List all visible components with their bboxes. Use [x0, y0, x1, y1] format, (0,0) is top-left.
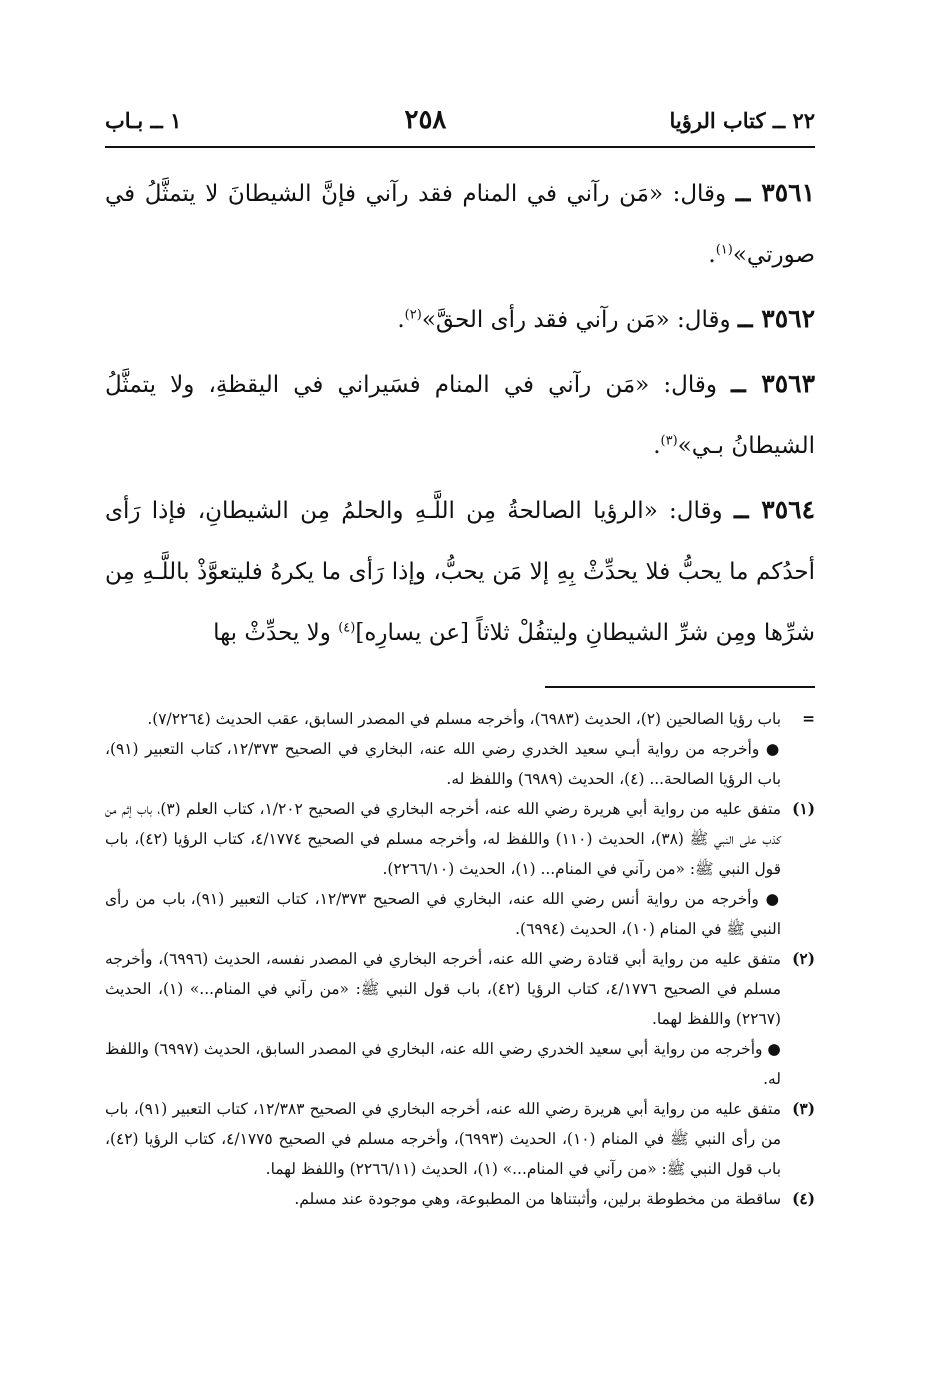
hadith-text: وقال: «مَن رآني فقد رأى الحقَّ»: [421, 307, 738, 333]
footnote-ref: (٣): [660, 433, 678, 449]
footnote-separator: [545, 686, 815, 688]
footnote-1: [105, 794, 815, 884]
footnote-text: متفق عليه من رواية أبي قتادة رضي الله عنه، أخرجه البخاري في المصدر نفسه، الحديث (٦٩٩٦)، وأخرجه مسلم في الصحيح ٤/١٧٧٦، كتاب الرؤيا (٤٢)، باب قول النبي ﷺ: «من رآني في المنام...» (١)، الحديث (٢٢٦٧) واللفظ لهما.: [105, 950, 782, 1028]
footnote-3: [105, 1094, 815, 1184]
hadith-end: .: [708, 242, 716, 268]
hadith-number: ٣٥٦٢ ــ: [737, 304, 815, 333]
footnote-2: [105, 944, 815, 1034]
footnote-continued: [105, 704, 815, 734]
footnote-ref: (١): [715, 242, 733, 258]
chapter-title: ٢٢ ــ كتاب الرؤيا: [669, 107, 815, 133]
page-number: ٢٥٨: [404, 105, 447, 135]
footnote-text: متفق عليه من رواية أبي هريرة رضي الله عنه، أخرجه البخاري في الصحيح ١/٢٠٢، كتاب العلم (٣)، باب إثم من كذب على النبي ﷺ (٣٨)، الحديث (١١٠) واللفظ له، وأخرجه مسلم في الصحيح ٤/١٧٧٤، كتاب الرؤيا (٤٢)، باب قول النبي ﷺ: «من رآني في المنام... (١)، الحديث (٢٢٦٦/١٠).: [105, 800, 782, 878]
footnote-ref: (٤): [338, 620, 356, 636]
section-title: ١ ــ بـاب: [105, 107, 182, 133]
hadith-3561: [105, 162, 815, 286]
hadith-3562: [105, 288, 815, 351]
footnote-mark: (١): [792, 800, 815, 818]
footnote-mark: (٤): [792, 1190, 815, 1208]
footnotes: [105, 704, 815, 1214]
footnote-4: [105, 1184, 815, 1214]
hadith-3564: [105, 479, 815, 664]
footnote-text: متفق عليه من رواية أبي هريرة رضي الله عنه، أخرجه البخاري في الصحيح ١٢/٣٨٣، كتاب التعبير (٩١)، باب من رأى النبي ﷺ في المنام (١٠)، الحديث (٦٩٩٣)، وأخرجه مسلم في الصحيح ٤/١٧٧٥، كتاب الرؤيا (٤٢)، باب قول النبي ﷺ: «من رآني في المنام...» (١)، الحديث (٢٢٦٦/١١) واللفظ لهما.: [105, 1100, 781, 1178]
hadith-text: وقال: «الرؤيا الصالحةُ مِن اللَّـهِ والحلمُ مِن الشيطانِ، فإذا رَأى أحدُكم ما يحبُّ فلا يحدِّثْ بِهِ إلا مَن يحبُّ، وإذا رَأى ما يكرهُ فليتعوَّذْ باللَّـهِ مِن شرِّها ومِن شرِّ الشيطانِ وليتفُلْ ثلاثاً [عن يسارِه]: [105, 498, 815, 646]
footnote-mark: =: [802, 710, 815, 728]
hadith-number: ٣٥٦١ ــ: [735, 178, 815, 207]
footnote-sub: ● وأخرجه من رواية أبـي سعيد الخدري رضي الله عنه، البخاري في الصحيح ١٢/٣٧٣، كتاب التعبير (٩١)، باب الرؤيا الصالحة... (٤)، الحديث (٦٩٨٩) واللفظ له.: [105, 740, 781, 788]
hadith-text: وقال: «مَن رآني في المنام فسَيراني في اليقظةِ، ولا يتمثَّلُ الشيطانُ بـي»: [105, 372, 815, 459]
footnote-ref: (٢): [404, 307, 422, 323]
footnote-mark: (٢): [792, 950, 815, 968]
footnote-text: ساقطة من مخطوطة برلين، وأثبتناها من المطبوعة، وهي موجودة عند مسلم.: [294, 1190, 781, 1208]
running-header: [105, 100, 815, 148]
main-text: [105, 162, 815, 664]
footnote-mark: (٣): [792, 1100, 815, 1118]
hadith-number: ٣٥٦٣ ــ: [731, 369, 815, 398]
hadith-number: ٣٥٦٤ ــ: [733, 495, 815, 524]
hadith-end: .: [397, 307, 405, 333]
hadith-text: وقال: «مَن رآني في المنام فقد رآني فإنَّ الشيطانَ لا يتمثَّلُ في صورتي»: [105, 181, 815, 268]
hadith-end: ولا يحدِّثْ بها: [213, 620, 339, 646]
hadith-3563: [105, 353, 815, 477]
footnote-sub: ● وأخرجه من رواية أنس رضي الله عنه، البخاري في الصحيح ١٢/٣٧٣، كتاب التعبير (٩١)، باب من رأى النبي ﷺ في المنام (١٠)، الحديث (٦٩٩٤).: [105, 890, 781, 938]
page: [105, 100, 815, 1214]
footnote-text: باب رؤيا الصالحين (٢)، الحديث (٦٩٨٣)، وأخرجه مسلم في المصدر السابق، عقب الحديث (٧/٢٢٦٤).: [147, 710, 781, 728]
hadith-end: .: [653, 433, 661, 459]
footnote-sub: ● وأخرجه من رواية أبي سعيد الخدري رضي الله عنه، البخاري في المصدر السابق، الحديث (٦٩٩٧) واللفظ له.: [105, 1040, 781, 1088]
